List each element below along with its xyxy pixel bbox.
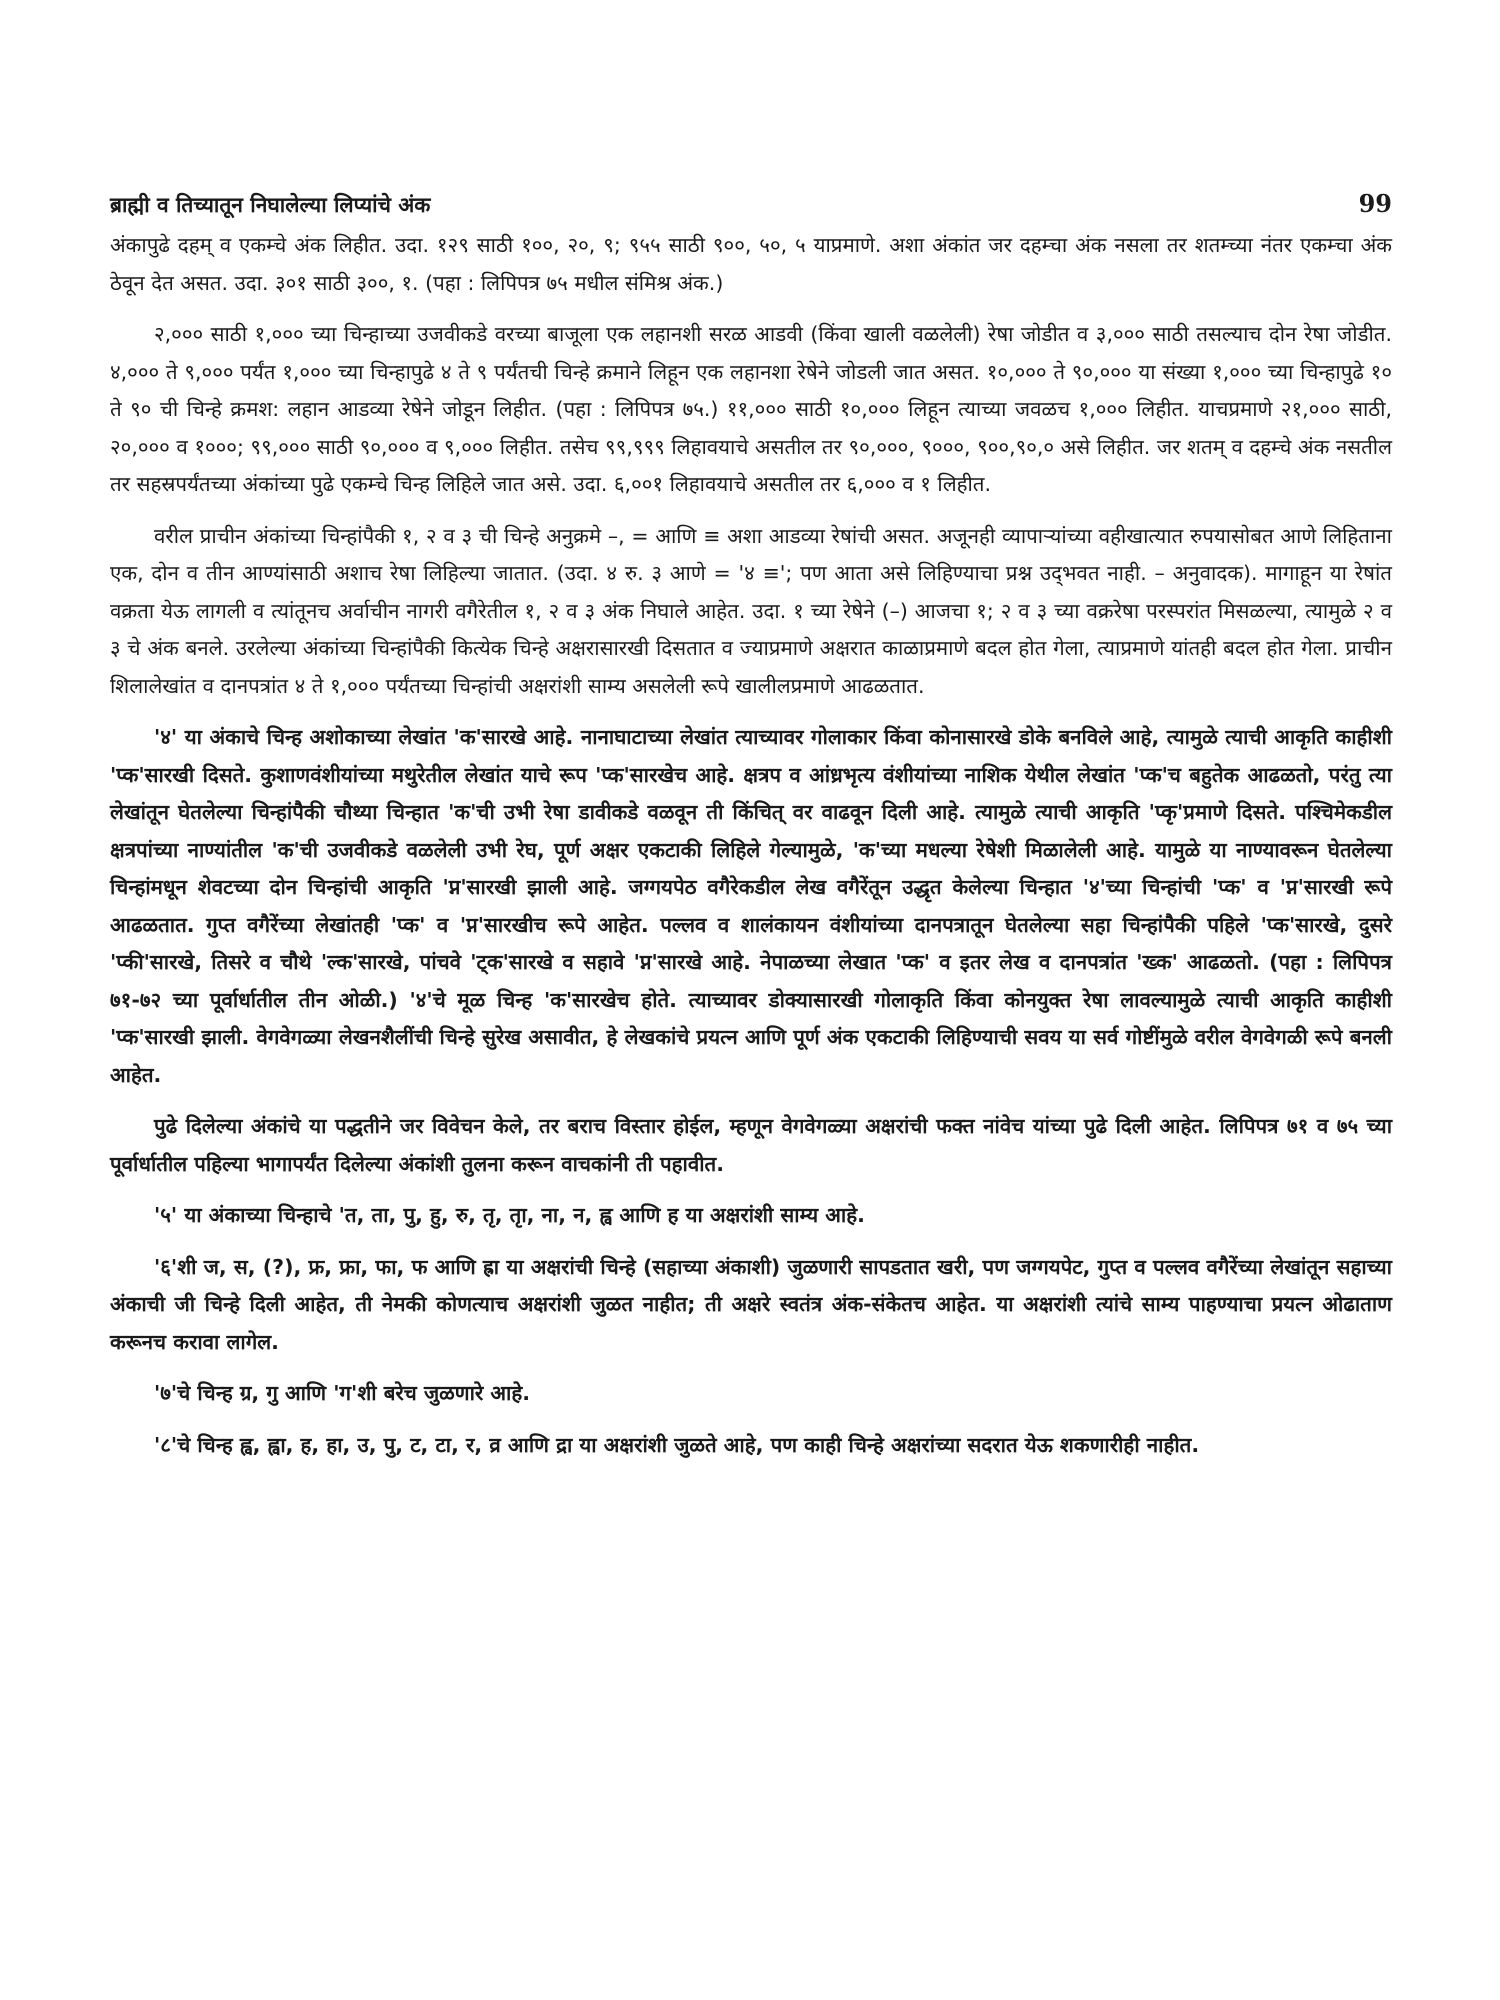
paragraph-4: '४' या अंकाचे चिन्ह अशोकाच्या लेखांत 'क'सारखे आहे. नानाघाटाच्या लेखांत त्याच्यावर गोलाकार किंवा कोनासारखे डोके बनविले आहे, त्यामुळे त्याची आकृति काहीशी 'प्क'सारखी दिसते. कुशाणवंशीयांच्या मथुरेतील लेखांत याचे रूप 'प्क'सारखेच आहे. क्षत्रप व आंध्रभृत्य वंशीयांच्या नाशिक येथील लेखांत 'प्क'च बहुतेक आढळतो, परंतु त्या लेखांतून घेतलेल्या चिन्हांपैकी चौथ्या चिन्हात 'क'ची उभी रेषा डावीकडे वळवून ती किंचित् वर वाढवून दिली आहे. त्यामुळे त्याची आकृति 'प्कृ'प्रमाणे दिसते. पश्चिमेकडील क्षत्रपांच्या नाण्यांतील 'क'ची उजवीकडे वळलेली उभी रेघ, पूर्ण अक्षर एकटाकी लिहिले गेल्यामुळे, 'क'च्या मधल्या रेषेशी मिळालेली आहे. यामुळे या नाण्यावरून घेतलेल्या चिन्हांमधून शेवटच्या दोन चिन्हांची आकृति 'प्न'सारखी झाली आहे. जग्गयपेठ वगैरेकडील लेख वगैरेंतून उद्धृत केलेल्या चिन्हात '४'च्या चिन्हांची 'प्क' व 'प्न'सारखी रूपे आढळतात. गुप्त वगैरेंच्या लेखांतही 'प्क' व 'प्न'सारखीच रूपे आहेत. पल्लव व शालंकायन वंशीयांच्या दानपत्रातून घेतलेल्या सहा चिन्हांपैकी पहिले 'प्क'सारखे, दुसरे 'प्की'सारखे, तिसरे व चौथे 'ल्क'सारखे, पांचवे 'ट्क'सारखे व सहावे 'प्न'सारखे आहे. नेपाळच्या लेखात 'प्क' व इतर लेख व दानपत्रांत 'ख्क' आढळतो. (पहा : लिपिपत्र ७१-७२ च्या पूर्वार्धातील तीन ओळी.) '४'चे मूळ चिन्ह 'क'सारखेच होते. त्याच्यावर डोक्यासारखी गोलाकृति किंवा कोनयुक्त रेषा लावल्यामुळे त्याची आकृति काहीशी 'प्क'सारखी झाली. वेगवेगळ्या लेखनशैलींची चिन्हे सुरेख असावीत, हे लेखकांचे प्रयत्न आणि पूर्ण अंक एकटाकी लिहिण्याची सवय या सर्व गोष्टींमुळे वरील वेगवेगळी रूपे बनली आहेत. bbox=[110, 725, 1392, 1087]
paragraph-1: अंकापुढे दहम् व एकम्चे अंक लिहीत. उदा. १२९ साठी १००, २०, ९; ९५५ साठी ९००, ५०, ५ याप्रमाणे. अशा अंकांत जर दहम्चा अंक नसला तर शतम्च्या नंतर एकम्चा अंक ठेवून देत असत. उदा. ३०१ साठी ३००, १. (पहा : लिपिपत्र ७५ मधील संमिश्र अंक.) bbox=[110, 233, 1392, 295]
paragraph-3: वरील प्राचीन अंकांच्या चिन्हांपैकी १, २ व ३ ची चिन्हे अनुक्रमे –, = आणि ≡ अशा आडव्या रेषांची असत. अजूनही व्यापाऱ्यांच्या वहीखात्यात रुपयासोबत आणे लिहिताना एक, दोन व तीन आण्यांसाठी अशाच रेषा लिहिल्या जातात. (उदा. ४ रु. ३ आणे = '४ ≡'; पण आता असे लिहिण्याचा प्रश्न उद्‌भवत नाही. – अनुवादक). मागाहून या रेषांत वक्रता येऊ लागली व त्यांतूनच अर्वाचीन नागरी वगैरेतील १, २ व ३ अंक निघाले आहेत. उदा. १ च्या रेषेने (–) आजचा १; २ व ३ च्या वक्ररेषा परस्परांत मिसळल्या, त्यामुळे २ व ३ चे अंक बनले. उरलेल्या अंकांच्या चिन्हांपैकी कित्येक चिन्हे अक्षरासारखी दिसतात व ज्याप्रमाणे अक्षरात काळाप्रमाणे बदल होत गेला, त्याप्रमाणे यांतही बदल होत गेला. प्राचीन शिलालेखांत व दानपत्रांत ४ ते १,००० पर्यंतच्या चिन्हांची अक्षरांशी साम्य असलेली रूपे खालीलप्रमाणे आढळतात. bbox=[110, 523, 1392, 698]
running-head bbox=[110, 188, 1392, 221]
paragraph-5: पुढे दिलेल्या अंकांचे या पद्धतीने जर विवेचन केले, तर बराच विस्तार होईल, म्हणून वेगवेगळ्या अक्षरांची फक्त नांवेच यांच्या पुढे दिली आहेत. लिपिपत्र ७१ व ७५ च्या पूर्वार्धातील पहिल्या भागापर्यंत दिलेल्या अंकांशी तुलना करून वाचकांनी ती पहावीत. bbox=[110, 1114, 1393, 1176]
paragraph-8: '७'चे चिन्ह ग्र, गु आणि 'ग'शी बरेच जुळणारे आहे. bbox=[154, 1381, 531, 1405]
paragraph-9: '८'चे चिन्ह ह्व, ह्वा, ह, हा, उ, पु, ट, टा, र, व्र आणि द्रा या अक्षरांशी जुळते आहे, पण काही चिन्हे अक्षरांच्या सदरात येऊ शकणारीही नाहीत. bbox=[154, 1432, 1200, 1457]
running-title: ब्राह्मी व तिच्यातून निघालेल्या लिप्यांचे अंक bbox=[110, 193, 431, 217]
page-number: 99 bbox=[1358, 189, 1392, 218]
body-text bbox=[110, 227, 1392, 1464]
paragraph-6: '५' या अंकाच्या चिन्हाचे 'त, ता, पु, हु, रु, तृ, तृा, ना, न, ह्व आणि ह या अक्षरांशी साम्य आहे. bbox=[154, 1203, 865, 1227]
document-page bbox=[110, 188, 1392, 1478]
paragraph-2: २,००० साठी १,००० च्या चिन्हाच्या उजवीकडे वरच्या बाजूला एक लहानशी सरळ आडवी (किंवा खाली वळलेली) रेषा जोडीत व ३,००० साठी तसल्याच दोन रेषा जोडीत. ४,००० ते ९,००० पर्यंत १,००० च्या चिन्हापुढे ४ ते ९ पर्यंतची चिन्हे क्रमाने लिहून एक लहानशा रेषेने जोडली जात असत. १०,००० ते ९०,००० या संख्या १,००० च्या चिन्हापुढे १० ते ९० ची चिन्हे क्रमश: लहान आडव्या रेषेने जोडून लिहीत. (पहा : लिपिपत्र ७५.) ११,००० साठी १०,००० लिहून त्याच्या जवळच १,००० लिहीत. याचप्रमाणे २१,००० साठी, २०,००० व १०००; ९९,००० साठी ९०,००० व ९,००० लिहीत. तसेच ९९,९९९ लिहावयाचे असतील तर ९०,०००, ९०००, ९००,९०,० असे लिहीत. जर शतम् व दहम्चे अंक नसतील तर सहस्रपर्यंतच्या अंकांच्या पुढे एकम्चे चिन्ह लिहिले जात असे. उदा. ६,००१ लिहावयाचे असतील तर ६,००० व १ लिहीत. bbox=[110, 322, 1392, 496]
paragraph-7: '६'शी ज, स, (?), फ्र, फ्रा, फा, फ आणि ह्रा या अक्षरांची चिन्हे (सहाच्या अंकाशी) जुळणारी सापडतात खरी, पण जग्गयपेट, गुप्त व पल्लव वगैरेंच्या लेखांतून सहाच्या अंकाची जी चिन्हे दिली आहेत, ती नेमकी कोणत्याच अक्षरांशी जुळत नाहीत; ती अक्षरे स्वतंत्र अंक-संकेतच आहेत. या अक्षरांशी त्यांचे साम्य पाहण्याचा प्रयत्न ओढाताण करूनच करावा लागेल. bbox=[110, 1254, 1392, 1354]
